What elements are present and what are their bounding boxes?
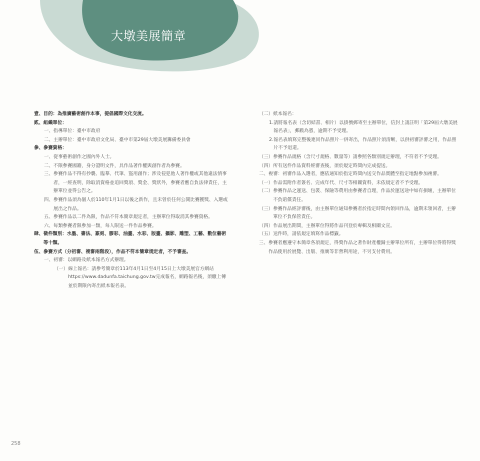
paragraph-text: 參賽方式（分初審、複審兩階段），作品不符本簡章規定者，不予審查。 <box>43 249 192 255</box>
paragraph <box>259 231 459 240</box>
paragraph-text: 主辦單位：臺中市政府文化局、臺中市第29屆大墩美展籌備委員會 <box>53 137 191 143</box>
paragraph-text: 作品需附作者簽名、完成年代、尺寸等相關資料，未依規定者不予受理。 <box>273 180 424 186</box>
paragraph-number: （一） <box>54 266 69 272</box>
paragraph-text: 徵件類別：水墨、書法、篆刻、膠彩、油畫、水彩、版畫、攝影、雕塑、工藝、數位藝術等十類。 <box>43 232 227 246</box>
paragraph-text: 紙本報名： <box>273 112 297 117</box>
paragraph <box>34 171 228 197</box>
paragraph-text: 參賽作品以二件為限，作品不符本簡章規定者，主辦單位得取消其參賽資格。 <box>53 215 213 221</box>
paragraph-text: 組織單位： <box>43 120 67 126</box>
paragraph <box>34 163 228 172</box>
paragraph-text: 作品展出期間，主辦單位得將作品刊登於專輯及相關文宣。 <box>273 223 395 229</box>
paragraph <box>34 214 228 223</box>
paragraph <box>259 206 459 223</box>
paragraph <box>34 223 228 232</box>
paragraph <box>259 171 459 180</box>
paragraph-number: （三） <box>259 154 274 160</box>
paragraph-number: 一、 <box>44 129 54 135</box>
paragraph-number: 2. <box>269 137 274 143</box>
paragraph-text: 線上報名：請參考簡章於113年4月1日至4月15日上大墩美展官方網站https://www.dadunfa.taichung.gov.tw完成報名，網路報名後，須繳上傳並於期限內寄出紙本報名表。 <box>68 266 226 289</box>
paragraph-text: 不限參賽國籍，身分證明文件，具作品著作權與創作者為參賽。 <box>53 163 185 169</box>
paragraph-text: 初審：以網路及紙本報名方式辦理。 <box>53 258 129 264</box>
paragraph-number: 三、 <box>259 240 269 246</box>
paragraph-text: 指導單位：臺中市政府 <box>53 129 101 135</box>
paragraph <box>259 163 459 172</box>
paragraph <box>259 188 459 205</box>
paragraph-text: 目的：為推廣藝術創作本事，提倡國際文化交流。 <box>43 112 147 117</box>
paragraph-number: （二） <box>259 189 274 195</box>
paragraph <box>259 120 459 137</box>
paragraph-text: 請將報名表（含切結書、相片）以掛號郵寄至主辦單位，信封上請註明「第29屆大墩美展報名表」，郵戳為憑，逾期不予受理。 <box>273 120 458 135</box>
paragraph <box>34 257 228 266</box>
paragraph-number: 肆、 <box>34 232 44 238</box>
paragraph-number: （二） <box>259 112 274 117</box>
paragraph-number: 1. <box>269 120 274 126</box>
paragraph-number: 五、 <box>44 215 54 221</box>
paragraph-number: （一） <box>259 180 274 186</box>
paragraph-text: 參賽者應遵守本簡章各項規定，得獎作品之著作財產權歸主辦單位所有，主辦單位得將得獎作品使用於展覽、出版、推廣等非營利用途，不另支付費用。 <box>268 240 456 255</box>
paragraph-number: 三、 <box>44 172 54 178</box>
paragraph-number: 一、 <box>44 154 54 160</box>
paragraph <box>259 180 459 189</box>
paragraph-number: 壹、 <box>34 112 44 117</box>
paragraph-text: 送件時，請依規定填寫作品標籤。 <box>273 232 344 238</box>
paragraph <box>34 145 228 154</box>
paragraph-text: 參賽資格： <box>43 146 67 152</box>
paragraph-text: 報名表填寫完整後連同作品照片一併寄出，作品照片須清晰，以供初審評審之用，作品照片不予退還。 <box>273 137 457 152</box>
paragraph <box>34 249 228 258</box>
paragraph-number: （四） <box>259 163 274 169</box>
left-text-column <box>34 111 228 291</box>
paragraph <box>259 137 459 154</box>
paragraph <box>34 111 228 120</box>
paragraph <box>34 231 228 248</box>
paragraph <box>34 154 228 163</box>
paragraph-number: 二、 <box>44 137 54 143</box>
paragraph-text: 參賽作品須為個人於110年1月1日以後之新作，且未曾於任何公開比賽獲獎、入選或展出之作品。 <box>53 197 228 212</box>
paragraph <box>34 137 228 146</box>
paragraph <box>34 197 228 214</box>
paragraph-number: 六、 <box>44 223 54 229</box>
paragraph-number: 參、 <box>34 146 44 152</box>
paragraph-number: （五） <box>259 232 274 238</box>
paragraph-number: 四、 <box>44 197 54 203</box>
paragraph-text: 參賽作品規格（含尺寸規格、數量等）請參照各類別規定辦理，不符者不予受理。 <box>273 154 442 160</box>
paragraph-number: 一、 <box>44 258 54 264</box>
paragraph <box>259 223 459 232</box>
paragraph <box>34 128 228 137</box>
page-number: 258 <box>11 441 21 447</box>
paragraph-number: 二、 <box>44 163 54 169</box>
paragraph <box>259 111 459 120</box>
paragraph-number: 貳、 <box>34 120 44 126</box>
paragraph-number: （四） <box>259 223 274 229</box>
paragraph-text: 所有送件作品資料經審查後，須於規定時間內完成提送。 <box>273 163 391 169</box>
paragraph-text: 參賽作品經評審後，由主辦單位通知參賽者於指定時間內領回作品，逾期未領回者，主辦單位不負保管責任。 <box>273 206 456 221</box>
paragraph <box>259 154 459 163</box>
paragraph-text: 從事藝術創作之國內外人士。 <box>53 154 115 160</box>
paragraph-text: 複審：初審作品入選者，應依通知於指定時間內送交作品實體至指定地點參加複審。 <box>268 172 442 178</box>
paragraph-text: 參賽作品不得有抄襲、臨摹、代筆、盜用創作；涉及侵犯他人著作權或其他違法情事者，一經查明，除取消資格並追回獎項、獎金、獎狀外，參賽者應自負法律責任，主辦單位並得公告之。 <box>53 172 227 195</box>
paragraph <box>259 240 459 257</box>
page-title: 大墩美展簡章 <box>111 29 187 43</box>
paragraph-number: （三） <box>259 206 274 212</box>
paragraph <box>34 266 228 292</box>
right-text-column <box>259 111 459 257</box>
header-banner <box>0 0 480 120</box>
paragraph-text: 每類參賽者限參加一類，每人限送一件作品參賽。 <box>53 223 157 229</box>
paragraph-number: 二、 <box>259 172 269 178</box>
paragraph-text: 參賽作品之運送、包裝、保險等費用由參賽者自理，作品於運送途中如有損壞，主辦單位不負賠償責任。 <box>273 189 456 203</box>
paragraph <box>34 120 228 129</box>
paragraph-number: 伍、 <box>34 249 44 255</box>
